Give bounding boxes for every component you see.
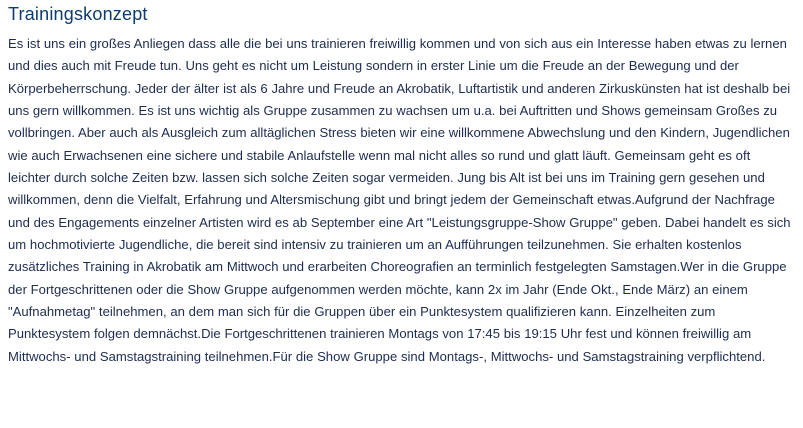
page-title: Trainingskonzept: [8, 4, 148, 24]
document-body-text: Es ist uns ein großes Anliegen dass alle die bei uns trainieren freiwillig kommen und von sich aus ein Interesse haben etwas zu lernen und dies auch mit Freude tun. Uns geht es nicht um Leistung sondern in erster Linie um die Freude an der Bewegung und der Körperbeherrschung. Jeder der älter ist als 6 Jahre und Freude an Akrobatik, Luftartistik und anderen Zirkuskünsten hat ist deshalb bei uns gern willkommen. Es ist uns wichtig als Gruppe zusammen zu wachsen um u.a. bei Auftritten und Shows gemeinsam Großes zu vollbringen. Aber auch als Ausgleich zum alltäglichen Stress bieten wir eine willkommene Abwechslung und den Kindern, Jugendlichen wie auch Erwachsenen eine sichere und stabile Anlaufstelle wenn mal nicht alles so rund und glatt läuft. Gemeinsam geht es oft leichter durch solche Zeiten bzw. lassen sich solche Zeiten sogar vermeiden. Jung bis Alt ist bei uns im Training gern gesehen und willkommen, denn die Vielfalt, Erfahrung und Altersmischung gibt und bringt jedem der Gemeinschaft etwas.Aufgrund der Nachfrage und des Engagements einzelner Artisten wird es ab September eine Art "Leistungsgruppe-Show Gruppe" geben. Dabei handelt es sich um hochmotivierte Jugendliche, die bereit sind intensiv zu trainieren um an Aufführungen teilzunehmen. Sie erhalten kostenlos zusätzliches Training in Akrobatik am Mittwoch und erarbeiten Choreografien an terminlich festgelegten Samstagen.Wer in die Gruppe der Fortgeschrittenen oder die Show Gruppe aufgenommen werden möchte, kann 2x im Jahr (Ende Okt., Ende März) an einem "Aufnahmetag" teilnehmen, an dem man sich für die Gruppen über ein Punktesystem qualifizieren kann. Einzelheiten zum Punktesystem folgen demnächst.Die Fortgeschrittenen trainieren Montags von 17:45 bis 19:15 Uhr fest und können freiwillig am Mittwochs- und Samstagstraining teilnehmen.Für die Show Gruppe sind Montags-, Mittwochs- und Samstagstraining verpflichtend.: [8, 36, 791, 364]
